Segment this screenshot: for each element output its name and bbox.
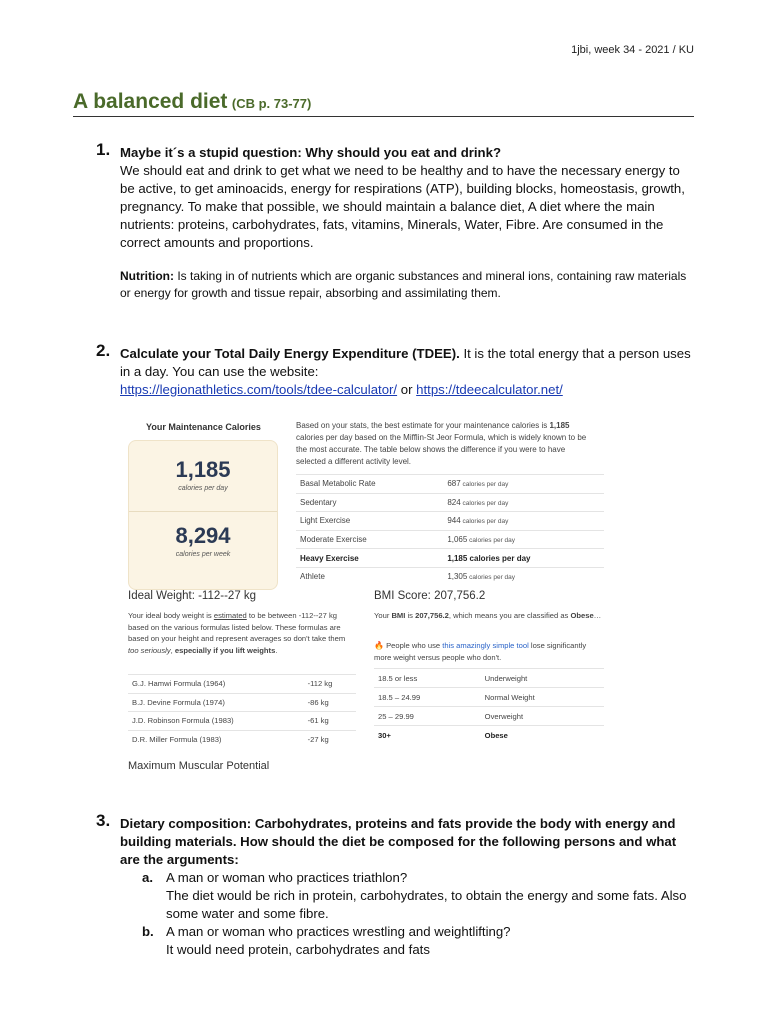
ideal-weight-description (128, 610, 354, 656)
estimate-text-value: 1,185 (549, 421, 570, 430)
formula-value: -112 kg (304, 675, 356, 694)
activity-value: 1,065 (447, 535, 468, 545)
question-2-number: 2. (96, 341, 111, 360)
activity-unit: calories per day (467, 537, 516, 545)
fire-icon: 🔥 (374, 641, 384, 650)
table-row (296, 493, 604, 512)
note-text-a: People who use (383, 641, 443, 650)
table-row (296, 475, 604, 494)
iw-text-too-seriously: too seriously (128, 645, 171, 655)
iw-text-c: to be between -112--27 kg based on the various formulas listed below. These formulas are based on your height and represent averages so don't take them (128, 611, 346, 644)
formula-name: D.R. Miller Formula (1983) (128, 730, 304, 748)
daily-calories-value: 1,185 (175, 457, 231, 482)
formula-value: -27 kg (304, 730, 356, 748)
sub-question-a-label: a. (142, 870, 153, 885)
table-row (128, 730, 356, 748)
table-row (128, 693, 356, 712)
iw-text-period: . (275, 645, 278, 655)
table-row (296, 530, 604, 549)
table-row-highlighted (374, 726, 604, 745)
bmi-text-bmi: BMI (391, 611, 406, 620)
bmi-description (374, 610, 604, 622)
daily-calories-label: calories per day (178, 485, 228, 492)
iw-text-lift-weights: especially if you lift weights (174, 645, 276, 655)
question-1-text: Maybe it´s a stupid question: Why should you eat and drink? (120, 145, 501, 160)
weekly-calories-label: calories per week (175, 551, 231, 558)
activity-value: 687 (447, 479, 461, 489)
bmi-range-table (374, 668, 604, 744)
bmi-text-e: , which means you are classified as (448, 611, 571, 620)
bmi-range: 18.5 or less (374, 669, 481, 688)
bmi-class: Obese (481, 726, 604, 745)
activity-value: 1,305 (447, 572, 468, 582)
activity-unit: calories per day (460, 499, 509, 507)
question-3-text: Dietary composition: Carbohydrates, proteins and fats provide the body with energy and building materials. How should the diet be composed for the following persons and what are the arguments: (120, 816, 677, 867)
activity-unit: calories per day (467, 574, 516, 582)
table-row (296, 512, 604, 531)
estimate-text-a: Based on your stats, the best estimate for your maintenance calories is (296, 421, 550, 430)
tdee-calculator-screenshot (124, 416, 604, 776)
question-2-description: It is the total energy that a person uses in a day. You can use the website: (120, 346, 691, 379)
question-1 (96, 140, 696, 302)
activity-name: Athlete (296, 567, 443, 585)
activity-name: Moderate Exercise (296, 530, 443, 549)
question-3 (96, 811, 696, 959)
title-block (73, 90, 694, 117)
activity-unit: calories per day (460, 518, 509, 526)
question-2-text: Calculate your Total Daily Energy Expenditure (TDEE). (120, 346, 460, 361)
legion-tdee-link[interactable]: https://legionathletics.com/tools/tdee-calculator/ (120, 382, 398, 397)
table-row (128, 675, 356, 694)
document-header-reference: 1jbi, week 34 - 2021 / KU (571, 44, 694, 56)
question-3-number: 3. (96, 811, 111, 830)
formula-name: J.D. Robinson Formula (1983) (128, 712, 304, 731)
sub-question-a (120, 869, 696, 923)
bmi-text-a: Your (374, 611, 392, 620)
maintenance-calories-card (128, 440, 278, 590)
question-1-number: 1. (96, 140, 111, 159)
activity-name: Light Exercise (296, 512, 443, 531)
sub-question-b-answer: It would need protein, carbohydrates and fats (166, 942, 430, 957)
question-2-links (120, 381, 696, 399)
bmi-text-class: Obese (570, 611, 594, 620)
formula-value: -61 kg (304, 712, 356, 731)
sub-question-a-answer: The diet would be rich in protein, carbohydrates, to obtain the energy and some fats. Also some water and some fibre. (166, 888, 687, 921)
sub-question-b-text: A man or woman who practices wrestling and weightlifting? (166, 924, 511, 939)
bmi-class: Normal Weight (481, 688, 604, 707)
ideal-weight-formula-table (128, 674, 356, 748)
activity-value: 1,185 calories per day (447, 553, 531, 563)
ideal-weight-title: Ideal Weight: -112--27 kg (128, 590, 257, 602)
weekly-calories-value: 8,294 (175, 523, 231, 548)
bmi-tool-note (374, 640, 604, 663)
nutrition-definition (120, 268, 696, 302)
bmi-range: 25 – 29.99 (374, 707, 481, 726)
bmi-text-ellipsis: … (593, 611, 602, 620)
activity-value: 824 (447, 497, 461, 507)
bmi-class: Underweight (481, 669, 604, 688)
question-1-answer: We should eat and drink to get what we need to be healthy and to have the necessary energy to be active, to get aminoacids, energy for respirations (ATP), building blocks, homeostasis, growth, pregnancy. To make that possible, we should maintain a balance diet, A diet where the main nutrients: proteins, carbohydrates, fats, vitamins, Minerals, Water, Fibre. Are consumed in the correct amounts and proportions. (120, 163, 685, 250)
activity-name: Basal Metabolic Rate (296, 475, 443, 494)
sub-question-a-text: A man or woman who practices triathlon? (166, 870, 408, 885)
sub-question-b (120, 923, 696, 959)
page-title: A balanced diet (73, 90, 228, 113)
tdeecalculator-link[interactable]: https://tdeecalculator.net/ (416, 382, 563, 397)
table-row (296, 567, 604, 585)
simple-tool-link[interactable]: this amazingly simple tool (442, 641, 529, 650)
estimate-description (296, 420, 596, 468)
maintenance-calories-title: Your Maintenance Calories (146, 422, 261, 432)
bmi-score-title: BMI Score: 207,756.2 (374, 590, 486, 602)
card-divider (129, 511, 277, 512)
activity-name: Sedentary (296, 493, 443, 512)
table-row (128, 712, 356, 731)
iw-text-a: Your ideal body weight is (128, 611, 214, 620)
nutrition-label: Nutrition: (120, 269, 174, 283)
estimate-text-c: calories per day based on the Mifflin-St Jeor Formula, which is widely known to be the most accurate. The table below shows the difference if you were to have selected a different activity level. (296, 433, 587, 466)
activity-unit: calories per day (460, 481, 509, 489)
iw-text-comma: , (170, 645, 175, 655)
page-title-reference: (CB p. 73-77) (231, 96, 312, 111)
bmi-class: Overweight (481, 707, 604, 726)
formula-value: -86 kg (304, 693, 356, 712)
bmi-range: 30+ (374, 726, 481, 745)
bmi-text-value: 207,756.2 (415, 611, 449, 620)
iw-text-estimated: estimated (213, 611, 247, 620)
links-separator: or (397, 382, 417, 397)
bmi-range: 18.5 – 24.99 (374, 688, 481, 707)
table-row (374, 707, 604, 726)
activity-value: 944 (447, 516, 461, 526)
maximum-muscular-potential-heading: Maximum Muscular Potential (128, 760, 270, 772)
formula-name: B.J. Devine Formula (1974) (128, 693, 304, 712)
table-row-highlighted (296, 549, 604, 568)
activity-name: Heavy Exercise (296, 549, 443, 568)
question-2 (96, 341, 696, 399)
note-text-c: lose significantly more weight versus people who don't. (374, 641, 587, 662)
nutrition-text: Is taking in of nutrients which are organic substances and mineral ions, containing raw materials or energy for growth and tissue repair, absorbing and assimilating them. (120, 269, 687, 300)
sub-question-b-label: b. (142, 924, 154, 939)
formula-name: G.J. Hamwi Formula (1964) (128, 675, 304, 694)
table-row (374, 669, 604, 688)
activity-level-table (296, 474, 604, 586)
question-2-body (120, 345, 696, 381)
bmi-text-is: is (405, 611, 416, 620)
table-row (374, 688, 604, 707)
